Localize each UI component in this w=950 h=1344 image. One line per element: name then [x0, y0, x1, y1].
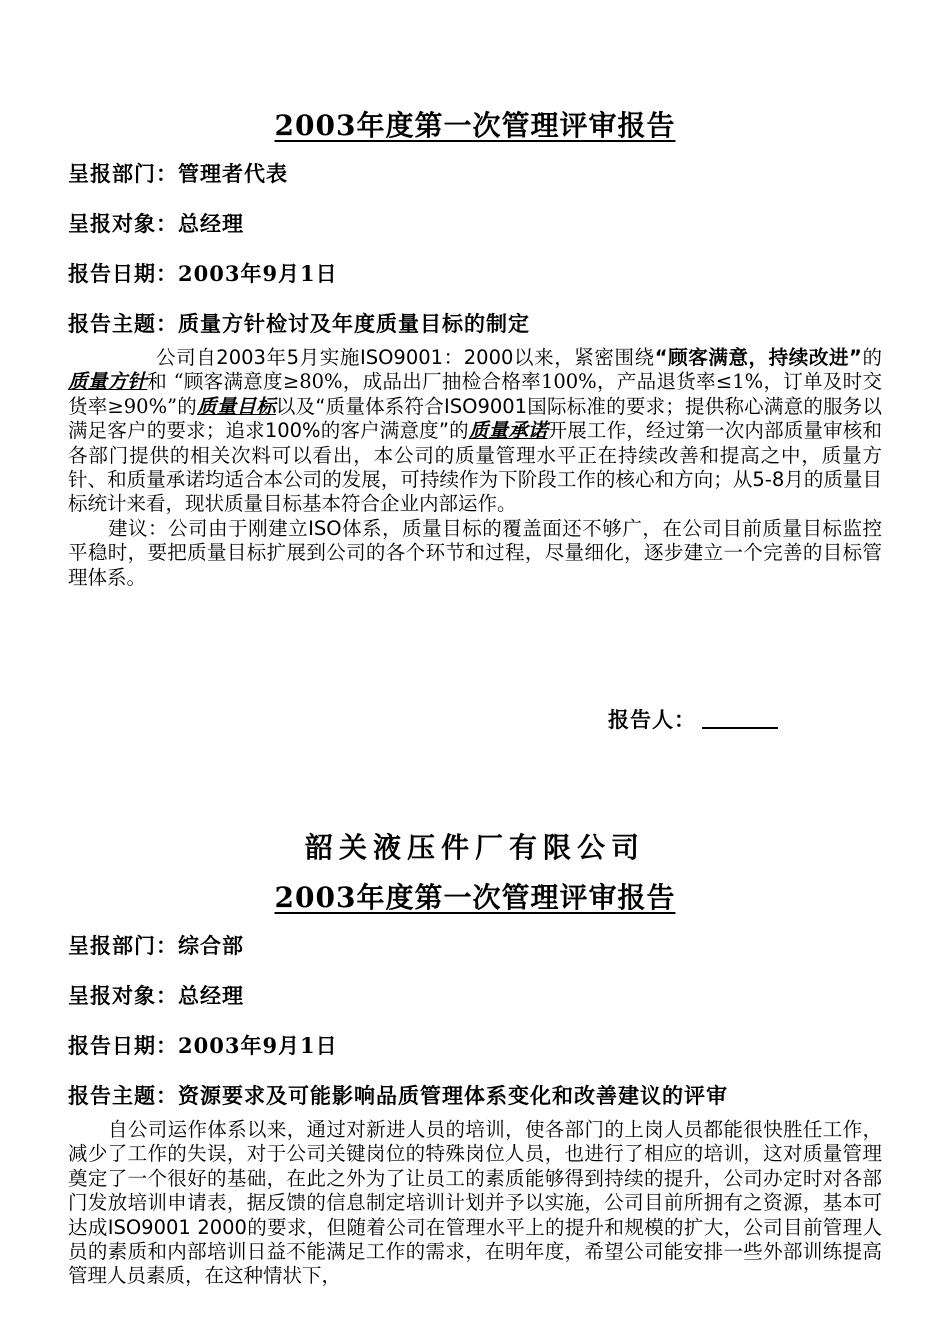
signature-blank: [702, 727, 778, 729]
report1-title: 2003年度第一次管理评审报告: [274, 109, 676, 142]
date-value: 2003年9月1日: [178, 261, 338, 286]
dept-value: 综合部: [178, 933, 244, 958]
report1-dept-line: [68, 158, 888, 188]
reporter-label: 报告人：: [608, 707, 696, 732]
topic-label: 报告主题：: [68, 1083, 178, 1108]
recipient-value: 总经理: [178, 983, 244, 1008]
report1-paragraph-1: 公司自2003年5月实施ISO9001：2000以来，紧密围绕“顾客满意，持续改进”的质量方针和 “顾客满意度≥80%，成品出厂抽检合格率100%，产品退货率≤1%，订单及时交货率≥90%”的质量目标以及“质量体系符合ISO9001国际标准的要求；提供称心满意的服务以满足客户的要求；追求100%的客户满意度”的质量承诺开展工作，经过第一次内部质量审核和各部门提供的相关次料可以看出，本公司的质量管理水平正在持续改善和提高之中，质量方针、和质量承诺均适合本公司的发展，可持续作为下阶段工作的核心和方向；从5-8月的质量目标统计来看，现状质量目标基本符合企业内部运作。: [68, 346, 882, 516]
date-label: 报告日期：: [68, 261, 178, 286]
date-label: 报告日期：: [68, 1033, 178, 1058]
report2-paragraph-1: 自公司运作体系以来，通过对新进人员的培训，使各部门的上岗人员都能很快胜任工作，减少了工作的失误，对于公司关键岗位的特殊岗位人员，也进行了相应的培训，这对质量管理奠定了一个很好的基础，在此之外为了让员工的素质能够得到持续的提升，公司办定时对各部门发放培训申请表，据反馈的信息制定培训计划并予以实施，公司目前所拥有之资源，基本可达成ISO9001 2000的要求，但随着公司在管理水平上的提升和规模的扩大，公司目前管理人员的素质和内部培训日益不能满足工作的需求，在明年度，希望公司能安排一些外部训练提高管理人员素质，在这种情状下，: [68, 1118, 882, 1288]
dept-label: 呈报部门：: [68, 933, 178, 958]
quality-policy-term: 质量方针: [68, 370, 148, 394]
report1-recipient-line: [68, 208, 888, 238]
quality-objective-term: 质量目标: [197, 394, 276, 418]
report1-paragraph-2: 建议：公司由于刚建立ISO体系，质量目标的覆盖面还不够广，在公司目前质量目标监控平稳时，要把质量目标扩展到公司的各个环节和过程，尽量细化，逐步建立一个完善的目标管理体系。: [68, 516, 882, 589]
topic-value: 质量方针检讨及年度质量目标的制定: [178, 311, 530, 336]
report2-date-line: [68, 1030, 888, 1060]
topic-label: 报告主题：: [68, 311, 178, 336]
report1-topic-line: [68, 308, 888, 338]
quality-commitment-term: 质量承诺: [468, 419, 548, 443]
report2-dept-line: [68, 930, 888, 960]
company-name: 韶关液压件厂有限公司: [304, 831, 645, 864]
dept-label: 呈报部门：: [68, 161, 178, 186]
dept-value: 管理者代表: [178, 161, 288, 186]
recipient-value: 总经理: [178, 211, 244, 236]
report2-topic-line: [68, 1080, 888, 1110]
reporter-line: [608, 704, 778, 734]
report2-body: [68, 1118, 882, 1289]
date-value: 2003年9月1日: [178, 1033, 338, 1058]
topic-value: 资源要求及可能影响品质管理体系变化和改善建议的评审: [178, 1083, 728, 1108]
recipient-label: 呈报对象：: [68, 211, 178, 236]
report2-recipient-line: [68, 980, 888, 1010]
report2-title: 2003年度第一次管理评审报告: [274, 881, 676, 914]
recipient-label: 呈报对象：: [68, 983, 178, 1008]
report1-body: [68, 346, 882, 590]
report1-date-line: [68, 258, 888, 288]
